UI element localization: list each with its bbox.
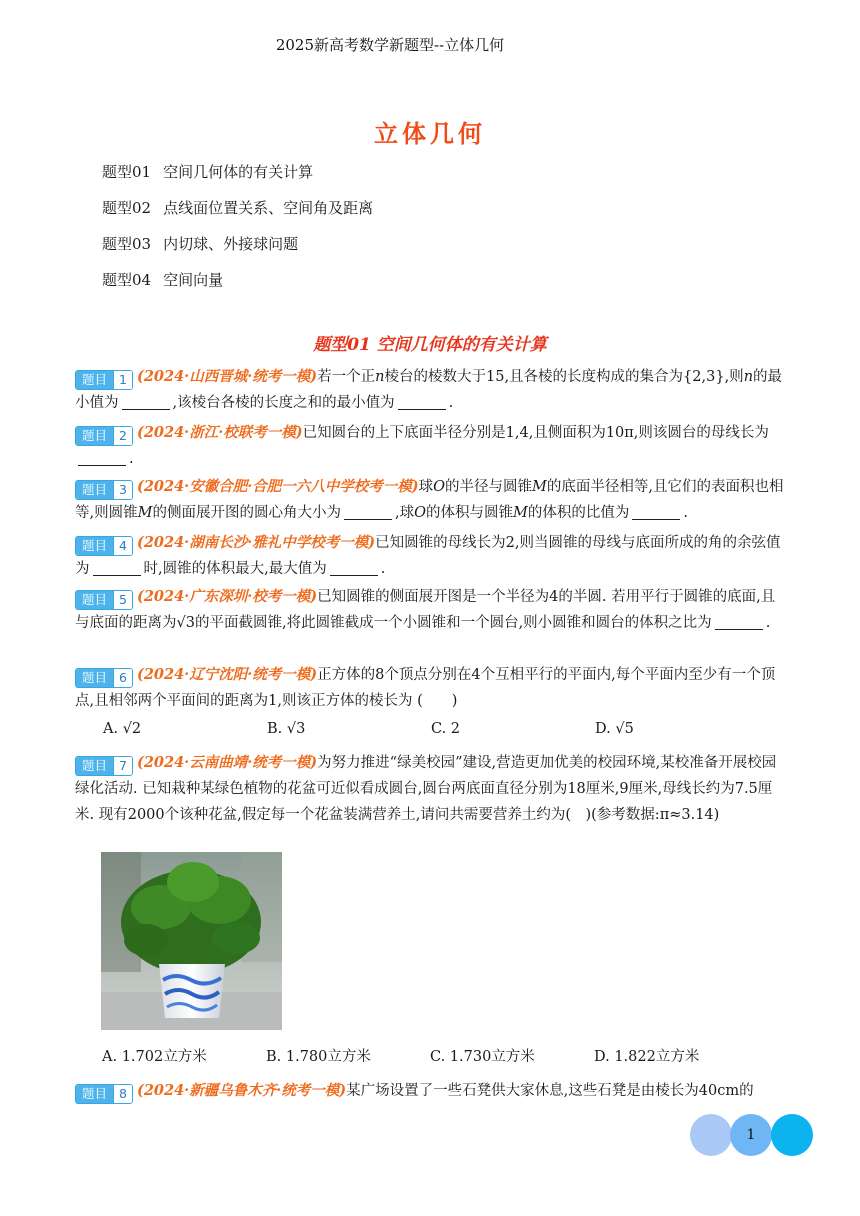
problem-2: 题目 2 (2024·浙江·校联考一模)已知圆台的上下底面半径分别是1,4,且侧面积为10π,则该圆台的母线长为. (75, 420, 787, 472)
option-d: D. 1.822立方米 (594, 1049, 700, 1065)
option-b: B. 1.780立方米 (266, 1049, 371, 1065)
problem-5: 题目 5 (2024·广东深圳·校考一模)已知圆锥的侧面展开图是一个半径为4的半圆. 若用平行于圆锥的底面,且与底面的距离为√3的平面截圆锥,将此圆锥截成一个小圆锥和一个圆台,则小圆锥和圆台的体积之比为 . (75, 588, 776, 631)
problem-source: (2024·广东深圳·校考一模) (136, 588, 318, 605)
page-number: 1 (746, 1127, 756, 1143)
answer-blank (122, 394, 170, 410)
page-header: 2025新高考数学新题型--立体几何 (275, 36, 505, 54)
problem-3: 题目 3 (2024·安徽合肥·合肥一六八中学校考一模)球O的半径与圆锥M的底面半径相等,且它们的表面积也相等,则圆锥M的侧面展开图的圆心角大小为 ,球O的体积与圆锥M的体积的比值为 . (75, 478, 784, 521)
answer-blank (330, 560, 378, 576)
answer-options (75, 716, 787, 742)
problem-source: (2024·安徽合肥·合肥一六八中学校考一模) (136, 478, 419, 495)
option-a: A. 1.702立方米 (102, 1049, 207, 1065)
problem-tag: 题目 8 (75, 1084, 133, 1104)
problem-tag: 题目 3 (75, 480, 133, 500)
problem-source: (2024·湖南长沙·雅礼中学校考一模) (136, 534, 376, 551)
table-of-contents (102, 160, 373, 304)
problem-4: 题目 4 (2024·湖南长沙·雅礼中学校考一模)已知圆锥的母线长为2,则当圆锥的母线与底面所成的角的余弦值为 时,圆锥的体积最大,最大值为 . (75, 534, 781, 577)
answer-blank (78, 450, 126, 466)
toc-item: 题型03 内切球、外接球问题 (102, 235, 299, 253)
problem-1: 题目 1 (2024·山西晋城·统考一模)若一个正n棱台的棱数大于15,且各棱的长度构成的集合为{2,3},则n的最小值为 ,该棱台各棱的长度之和的最小值为 . (75, 368, 783, 411)
toc-item: 题型04 空间向量 (102, 271, 224, 289)
problem-tag: 题目 7 (75, 756, 133, 776)
answer-blank (715, 614, 763, 630)
problem-tag: 题目 2 (75, 426, 133, 446)
problem-8: 题目 8 (2024·新疆乌鲁木齐·统考一模)某广场设置了一些石凳供大家休息,这些石凳是由棱长为40cm的 (75, 1078, 787, 1104)
problem-7: 题目 7 (2024·云南曲靖·统考一模)为努力推进“绿美校园”建设,营造更加优美的校园环境,某校准备开展校园绿化活动. 已知栽种某绿色植物的花盆可近似看成圆台,圆台两底面直径分别为18厘米,9厘米,母线长约为7.5厘米. 现有2000个该种花盆,假定每一个花盆装满营养土,请问共需要营养土约为( )(参考数据:π≈3.14) (75, 754, 777, 823)
problem-source: (2024·新疆乌鲁木齐·统考一模) (136, 1082, 347, 1099)
answer-blank (398, 394, 446, 410)
problem-source: (2024·云南曲靖·统考一模) (136, 754, 318, 771)
plant-pot-photo (101, 852, 282, 1030)
toc-item: 题型02 点线面位置关系、空间角及距离 (102, 199, 374, 217)
problem-source: (2024·浙江·校联考一模) (136, 424, 303, 441)
option-d: D. √5 (595, 721, 634, 737)
page-number-badge (690, 1114, 815, 1156)
toc-item: 题型01 空间几何体的有关计算 (102, 163, 314, 181)
decor-circle (771, 1114, 813, 1156)
problem-tag: 题目 5 (75, 590, 133, 610)
problem-tag: 题目 6 (75, 668, 133, 688)
option-c: C. 1.730立方米 (430, 1049, 535, 1065)
option-b: B. √3 (267, 721, 306, 737)
problem-6: 题目 6 (2024·辽宁沈阳·统考一模)正方体的8个顶点分别在4个互相平行的平面内,每个平面内至少有一个顶点,且相邻两个平面间的距离为1,则该正方体的棱长为 ( ) A. √2 B. √3 C. 2 D. √5 (75, 662, 787, 742)
document-title: 立体几何 (374, 119, 486, 148)
problem-tag: 题目 1 (75, 370, 133, 390)
answer-blank (632, 504, 680, 520)
problem-tag: 题目 4 (75, 536, 133, 556)
option-c: C. 2 (431, 721, 461, 737)
option-a: A. √2 (103, 721, 142, 737)
answer-options (102, 1044, 814, 1070)
problem-source: (2024·辽宁沈阳·统考一模) (136, 666, 318, 683)
section-title: 题型01 空间几何体的有关计算 (313, 335, 547, 355)
problem-source: (2024·山西晋城·统考一模) (136, 368, 318, 385)
answer-blank (93, 560, 141, 576)
answer-blank (344, 504, 392, 520)
decor-circle (690, 1114, 732, 1156)
problem-7-options (102, 1042, 814, 1070)
